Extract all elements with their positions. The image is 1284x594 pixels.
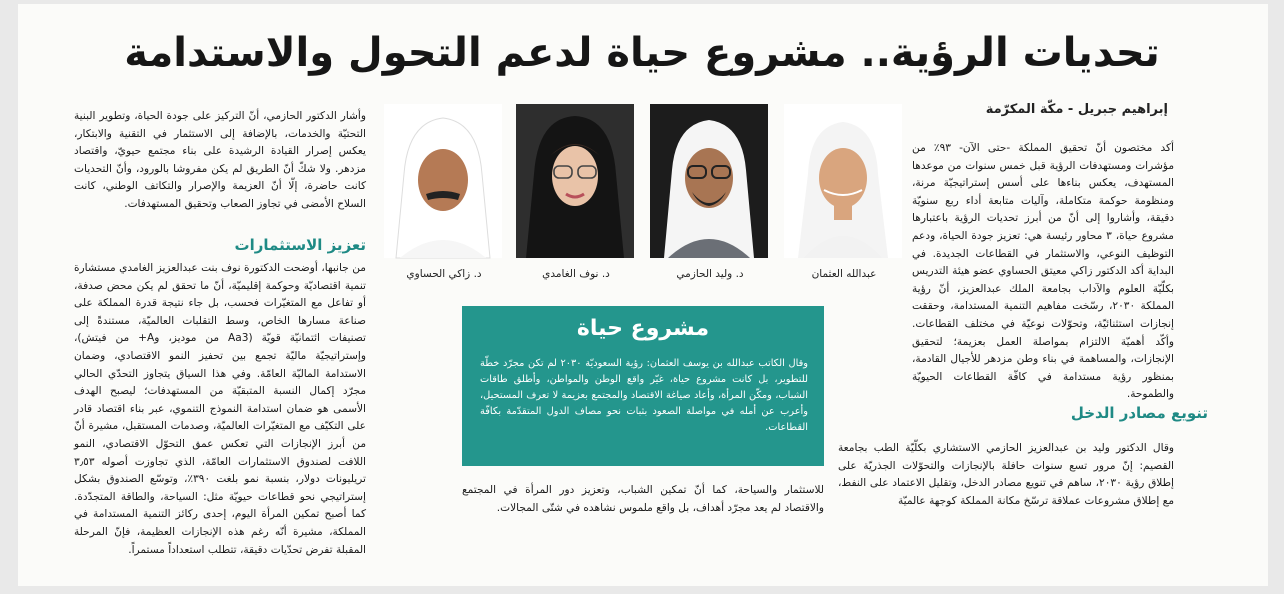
subhead-investments: تعزيز الاستثمارات (234, 236, 366, 254)
photo-zaki-alhassawi (384, 104, 502, 258)
right-column (912, 140, 1174, 400)
right-column-paragraph-2: وقال الدكتور وليد بن عبدالعزيز الحازمي الاستشاري بكلّيّة الطب بجامعة القصيم: إنّ مرور تسع سنوات حافلة بالإنجازات والتحوّلات الجذريّة على إطلاق رؤية ٢٠٣٠، ساهم في تنويع مصادر الدخل، وتقليل الاعتماد على النفط، مع إطلاق مشروعات عملاقة ترسّخ مكانة المملكة كوجهة عالميّة (838, 442, 1175, 507)
subhead-income: تنويع مصادر الدخل (1070, 404, 1208, 422)
right-column-lower (838, 440, 1174, 530)
center-bottom-text (462, 482, 824, 528)
left-column (74, 108, 366, 232)
photo-walid-alhazmi (650, 104, 768, 258)
article-title: تحديات الرؤية.. مشروع حياة لدعم التحول والاستدامة (124, 30, 1160, 76)
caption-zaki-alhassawi: د. زاكي الحساوي (406, 268, 482, 280)
right-column-paragraph-1: أكد مختصون أنّ تحقيق المملكة -حتى الآن- ٩٣٪ من مؤشرات ومستهدفات الرؤية قبل خمس سنوات من موعدها المستهدف، يعكس بناءها على أسس إستراتيجيّة مرنة، ومنظومة حوكمة متكاملة، وآليات متابعة أداء ربع سنويّة دقيقة، وأشاروا إلى أنّ من أبرز تحديات الرؤية باعتبارها مشروع حياة، ٣ محاور رئيسة هي: تعزيز جودة الحياة، ودعم التوظيف النوعي، والاستثمار في القطاعات الجديدة. في البداية أكد الدكتور زاكي معيتق الحساوي عضو هيئة التدريس بكلّيّة العلوم والآداب بجامعة الملك عبدالعزيز، أنّ رؤية المملكة ٢٠٣٠، رسّخت مفاهيم التنمية المستدامة، وحققت إنجازات استثنائيّة، وتحوّلات نوعيّة في مختلف القطاعات. وأكّد أهميّة الالتزام بمواصلة العمل بعزيمة؛ لتحقيق الإنجازات، والمساهمة في بناء وطن مزدهر للأجيال القادمة، بمنظور رؤية مستدامة في كافّة القطاعات الحيويّة والطموحة. (912, 142, 1175, 401)
caption-abdullah-alothman: عبدالله العثمان (811, 268, 877, 280)
left-column-paragraph-2: من جانبها، أوضحت الدكتورة نوف بنت عبدالعزيز الغامدي مستشارة تنمية اقتصاديّة وحوكمة إقليميّة، أنّ ما تحقق لم يكن محض صدفة، أو تفاعل مع المتغيّرات فحسب، بل جاء نتيجة قدرة المملكة على صناعة مسارها الخاص، وسط التقلبات العالميّة، مستندةً إلى تصنيفات ائتمانيّة قويّة (Aa3 من موديز، وA+ من فيتش)، وإستراتيجيّة ماليّة تجمع بين تحفيز النمو الاقتصادي، وضمان الاستدامة الماليّة العامّة. وفي هذا السياق يتجاوز التحدّي الحالي مجرّد إكمال النسبة المتبقيّة من المستهدفات؛ ليصبح الهدف الأسمى هو ضمان استدامة النموذج التنموي، عبر بناء اقتصاد قادر على التكيّف مع المتغيّرات العالميّة، وصدمات المستقبل، مشيرة أنّ من أبرز الإنجازات التي تعكس عمق التحوّل الاقتصادي، النمو اللافت لصندوق الاستثمارات العامّة، الذي تجاوزت أصوله ٣٫٥٣ تريليونات دولار، بنسبة نمو بلغت ٣٩٠٪، وتوسّع الصندوق بشكل إستراتيجي نحو قطاعات حيويّة مثل: السياحة، والطاقة المتجدّدة. كما أصبح تمكين المرأة اليوم، إحدى ركائز التنمية المستدامة في المملكة، مشيرة أنّه رغم هذه الإنجازات العظيمة، فإنّ المرحلة المقبلة تفرض تحدّيات دقيقة، تتطلب استعداداً مستمراً. (74, 262, 366, 556)
byline: إبراهيم جبريل - مكّة المكرّمة (985, 102, 1168, 117)
sidebar-box-title: مشروع حياة (576, 316, 710, 341)
caption-walid-alhazmi: د. وليد الحازمي (676, 268, 744, 280)
left-column-paragraph-1: وأشار الدكتور الحازمي، أنّ التركيز على جودة الحياة، وتطوير البنية التحتيّة والخدمات، بالإضافة إلى الاستثمار في التقنية والابتكار، يعكس إصرار القيادة الرشيدة على بناء مجتمع حيويّ، واقتصاد مزدهر. ولا شكّ أنّ الطريق لم يكن مفروشا بالورود، وأنّ التحديات كانت حاضرة، إلّا أنّ العزيمة والإصرار والتكاتف الوطني، كانت السلاح الأمضى في تجاوز الصعاب وتحقيق المستهدفات. (74, 110, 366, 210)
sidebar-box-body: وقال الكاتب عبدالله بن يوسف العثمان: رؤية السعوديّة ٢٠٣٠ لم تكن مجرّد خطّة للتطوير، بل كانت مشروع حياة، غيّر واقع الوطن والمواطن، وأطلق طاقات الشباب، ومكّن المرأة، وأعاد صياغة الاقتصاد والمجتمع بعزيمة لا تعرف المستحيل، وأعرب عن أمله في مواصلة الصعود بثبات نحو مصاف الدول المتقدّمة بكافّة القطاعات. (480, 358, 808, 433)
photo-nouf-alghamdi (516, 104, 634, 258)
sidebar-box (462, 306, 824, 466)
photo-abdullah-alothman (784, 104, 902, 258)
caption-nouf-alghamdi: د. نوف الغامدي (542, 268, 610, 280)
left-column-lower (74, 260, 366, 556)
center-bottom-paragraph: للاستثمار والسياحة، كما أنّ تمكين الشباب، وتعزيز دور المرأة في المجتمع والاقتصاد لم يعد مجرّد أهداف، بل واقع ملموس نشاهده في شتّى المجالات. (462, 484, 824, 514)
